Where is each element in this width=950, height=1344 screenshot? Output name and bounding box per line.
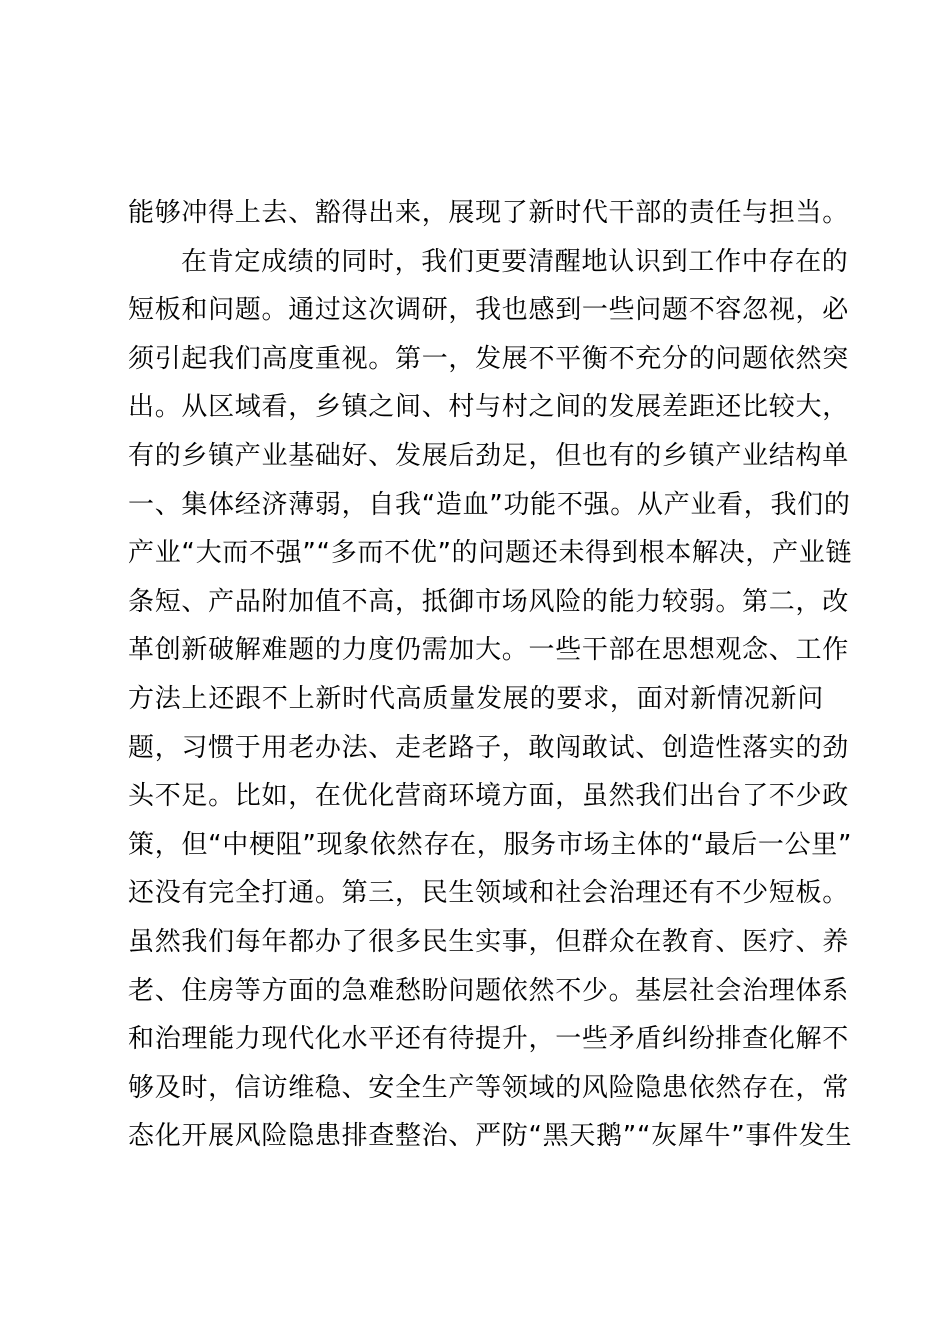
text-line: 态化开展风险隐患排查整治、严防“黑天鹅”“灰犀牛”事件发生 bbox=[128, 1121, 853, 1152]
text-line: 产业“大而不强”“多而不优”的问题还未得到根本解决，产业链 bbox=[128, 538, 853, 569]
text-line: 短板和问题。通过这次调研，我也感到一些问题不容忽视，必 bbox=[128, 295, 849, 326]
text-line: 和治理能力现代化水平还有待提升，一些矛盾纠纷排查化解不 bbox=[128, 1024, 849, 1055]
text-line: 老、住房等方面的急难愁盼问题依然不少。基层社会治理体系 bbox=[128, 975, 849, 1006]
text-line: 题，习惯于用老办法、走老路子，敢闯敢试、创造性落实的劲 bbox=[128, 732, 849, 763]
text-line: 须引起我们高度重视。第一，发展不平衡不充分的问题依然突 bbox=[128, 343, 849, 374]
text-line: 头不足。比如，在优化营商环境方面，虽然我们出台了不少政 bbox=[128, 781, 849, 812]
text-line: 能够冲得上去、豁得出来，展现了新时代干部的责任与担当。 bbox=[128, 198, 849, 228]
text-line: 在肯定成绩的同时，我们更要清醒地认识到工作中存在的 bbox=[181, 246, 849, 277]
text-line: 策，但“中梗阻”现象依然存在，服务市场主体的“最后一公里” bbox=[128, 829, 853, 860]
text-line: 一、集体经济薄弱，自我“造血”功能不强。从产业看，我们的 bbox=[128, 489, 851, 520]
text-line: 方法上还跟不上新时代高质量发展的要求，面对新情况新问 bbox=[128, 683, 824, 714]
text-line: 出。从区域看，乡镇之间、村与村之间的发展差距还比较大， bbox=[128, 392, 849, 423]
text-line: 革创新破解难题的力度仍需加大。一些干部在思想观念、工作 bbox=[128, 635, 849, 666]
text-line: 虽然我们每年都办了很多民生实事，但群众在教育、医疗、养 bbox=[128, 926, 849, 957]
text-line: 有的乡镇产业基础好、发展后劲足，但也有的乡镇产业结构单 bbox=[128, 440, 849, 471]
text-line: 还没有完全打通。第三，民生领域和社会治理还有不少短板。 bbox=[128, 878, 849, 909]
text-line: 够及时，信访维稳、安全生产等领域的风险隐患依然存在，常 bbox=[128, 1072, 849, 1103]
body-text bbox=[128, 189, 853, 1161]
text-line: 条短、产品附加值不高，抵御市场风险的能力较弱。第二，改 bbox=[128, 586, 849, 617]
